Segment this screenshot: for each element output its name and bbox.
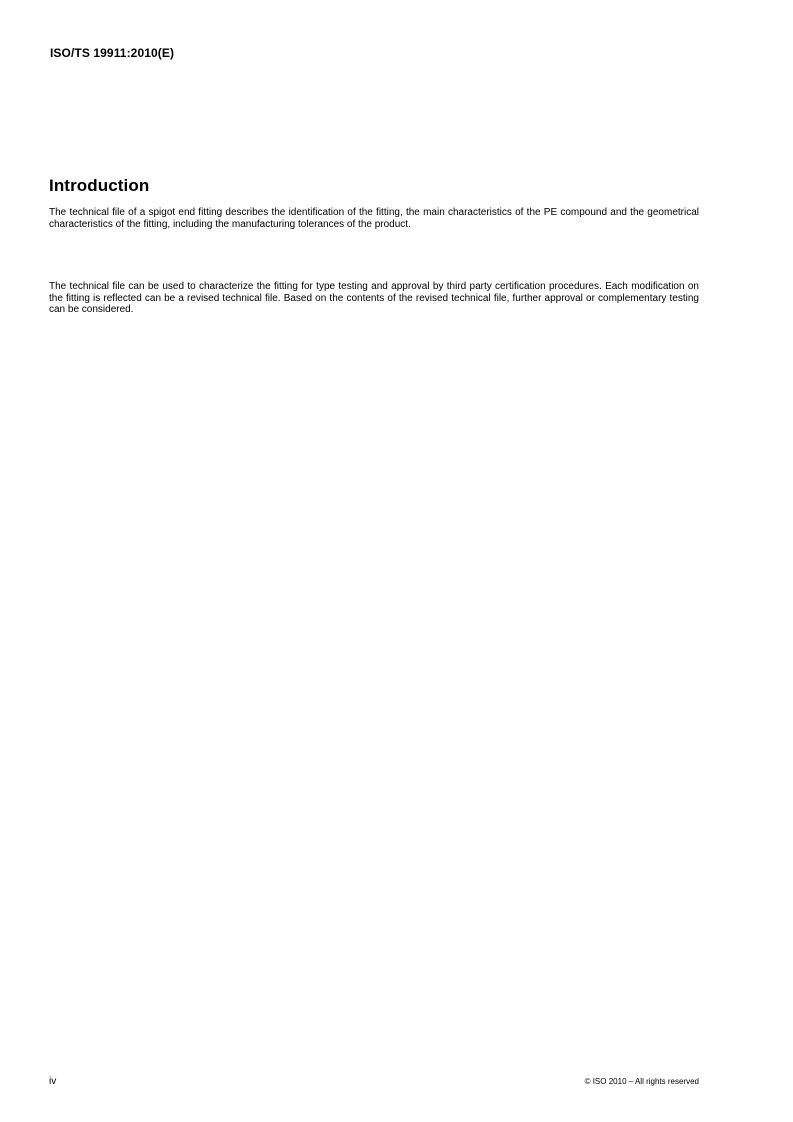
copyright-notice: © ISO 2010 – All rights reserved (584, 1077, 699, 1086)
page-number: iv (49, 1076, 57, 1087)
intro-paragraph-2: The technical file can be used to characterize the fitting for type testing and approval by third party certification procedures. Each modification on the fitting is reflected can be a revised technical file. Based on the contents of the revised technical file, further approval or complementary testing can be considered. (49, 281, 699, 316)
intro-paragraph-1: The technical file of a spigot end fitting describes the identification of the fitting, the main characteristics of the PE compound and the geometrical characteristics of the fitting, including the manufacturing tolerances of the product. (49, 207, 699, 230)
document-code: ISO/TS 19911:2010(E) (50, 46, 175, 60)
section-title: Introduction (49, 176, 150, 195)
